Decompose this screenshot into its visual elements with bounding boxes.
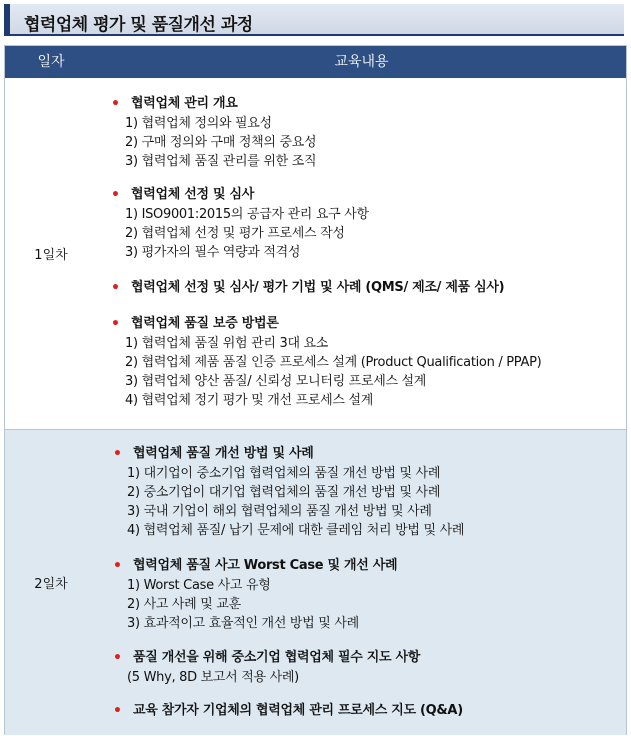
section-heading: • 협력업체 선정 및 심사: [111, 187, 254, 203]
list-item: 4) 협력업체 품질/ 납기 문제에 대한 클레임 처리 방법 및 사례: [127, 523, 465, 538]
list-item: 3) 국내 기업이 해외 협력업체의 품질 개선 방법 및 사례: [127, 504, 432, 519]
section: [113, 648, 626, 687]
section-heading: • 협력업체 품질 사고 Worst Case 및 개선 사례: [113, 558, 398, 574]
bullet-icon: •: [111, 187, 120, 203]
curriculum-table: [4, 45, 627, 735]
section-heading: • 협력업체 선정 및 심사/ 평가 기법 및 사례 (QMS/ 제조/ 제품 심사): [111, 280, 505, 296]
list-item: (5 Why, 8D 보고서 적용 사례): [127, 670, 299, 685]
page-title: 협력업체 평가 및 품질개선 과정: [24, 15, 253, 35]
section: [113, 444, 626, 540]
bullet-icon: •: [111, 280, 120, 296]
section-heading: • 협력업체 품질 개선 방법 및 사례: [113, 446, 314, 462]
section-heading: • 협력업체 품질 보증 방법론: [111, 316, 279, 332]
list-item: 2) 중소기업이 대기업 협력업체의 품질 개선 방법 및 사례: [127, 485, 441, 500]
section-heading: • 협력업체 관리 개요: [111, 96, 238, 112]
section: [113, 701, 626, 721]
list-item: 2) 구매 정의와 구매 정책의 중요성: [125, 135, 317, 150]
day-cell: 1일차: [34, 248, 68, 263]
bullet-icon: •: [111, 96, 120, 112]
section: [111, 314, 626, 410]
list-item: 2) 협력업체 선정 및 평가 프로세스 작성: [125, 226, 345, 241]
header-content: 교육내용: [334, 54, 389, 70]
list-item: 1) 대기업이 중소기업 협력업체의 품질 개선 방법 및 사례: [127, 466, 441, 481]
table-row: [5, 430, 626, 735]
section: [113, 556, 626, 633]
content-cell: [97, 430, 626, 735]
bullet-icon: •: [113, 703, 122, 719]
list-item: 3) 평가자의 필수 역량과 적격성: [125, 245, 301, 260]
list-item: 1) 협력업체 품질 위험 관리 3대 요소: [125, 336, 329, 351]
list-item: 2) 협력업체 제품 품질 인증 프로세스 설계 (Product Qualification / PPAP): [125, 355, 542, 370]
header-day: 일자: [37, 54, 65, 70]
content-cell: [97, 78, 626, 429]
list-item: 1) Worst Case 사고 유형: [127, 578, 271, 593]
day-cell: 2일차: [34, 577, 68, 592]
section-heading: • 품질 개선을 위해 중소기업 협력업체 필수 지도 사항: [113, 650, 420, 666]
section: [111, 94, 626, 171]
section: [111, 278, 626, 298]
list-item: 3) 협력업체 품질 관리를 위한 조직: [125, 154, 317, 169]
table-row: [5, 78, 626, 430]
title-bar: [4, 4, 624, 36]
list-item: 4) 협력업체 정기 평가 및 개선 프로세스 설계: [125, 393, 373, 408]
list-item: 1) ISO9001:2015의 공급자 관리 요구 사항: [125, 207, 369, 222]
section: [111, 185, 626, 262]
list-item: 2) 사고 사례 및 교훈: [127, 597, 241, 612]
bullet-icon: •: [113, 650, 122, 666]
bullet-icon: •: [113, 558, 122, 574]
bullet-icon: •: [111, 316, 120, 332]
section-heading: • 교육 참가자 기업체의 협력업체 관리 프로세스 지도 (Q&A): [113, 703, 463, 719]
table-header: [5, 46, 626, 78]
list-item: 3) 협력업체 양산 품질/ 신뢰성 모니터링 프로세스 설계: [125, 374, 427, 389]
bullet-icon: •: [113, 446, 122, 462]
list-item: 1) 협력업체 정의와 필요성: [125, 116, 272, 131]
list-item: 3) 효과적이고 효율적인 개선 방법 및 사례: [127, 616, 359, 631]
